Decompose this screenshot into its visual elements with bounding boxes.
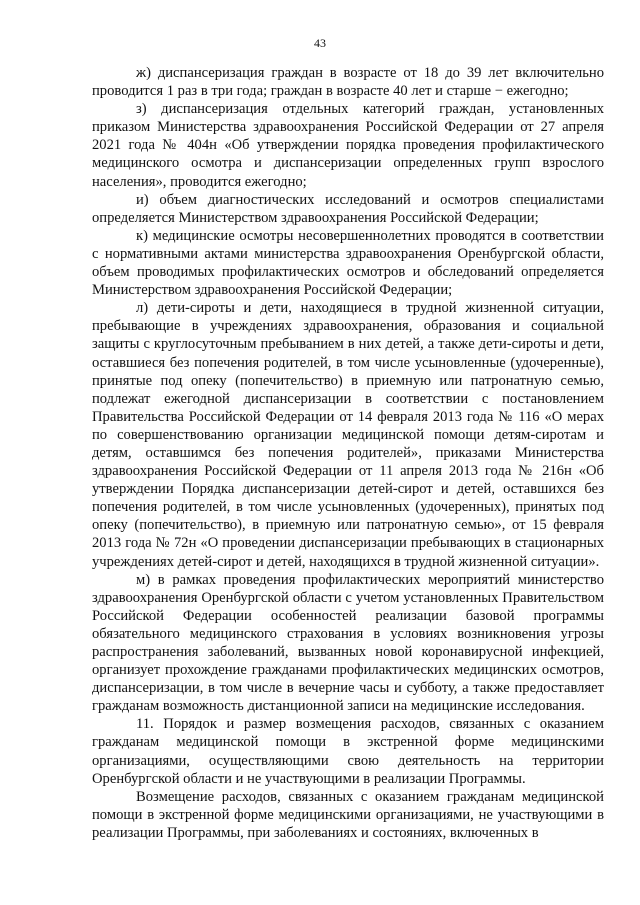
page-number: 43: [314, 36, 326, 50]
section-11-heading-paragraph: 11. Порядок и размер возмещения расходов, связанных с оказанием гражданам медицинской помощи в экстренной форме медицинскими организациями, осуществляющими свою деятельность на территории Оренбургской области и не участвующими в реализации Программы.: [92, 716, 604, 787]
paragraph-reimbursement: Возмещение расходов, связанных с оказанием гражданам медицинской помощи в экстренной форме медицинскими организациями, не участвующими в реализации Программы, при заболеваниях и состояниях, включенных в: [92, 788, 604, 841]
paragraph-zh: ж) диспансеризация граждан в возрасте от 18 до 39 лет включительно проводится 1 раз в три года; граждан в возрасте 40 лет и старше − ежегодно;: [92, 65, 604, 100]
paragraph-m: м) в рамках проведения профилактических мероприятий министерство здравоохранения Оренбургской области с учетом установленных Правительством Российской Федерации особенностей реализации базовой программы обязательного медицинского страхования в условиях возникновения угрозы распространения заболеваний, вызванных новой коронавирусной инфекцией, организует прохождение гражданами профилактических медицинских осмотров, диспансеризации, в том числе в вечерние часы и субботу, а также предоставляет гражданам возможность дистанционной записи на медицинские исследования.: [92, 571, 604, 715]
paragraph-l: л) дети-сироты и дети, находящиеся в трудной жизненной ситуации, пребывающие в учреждениях здравоохранения, образования и социальной защиты с круглосуточным пребыванием в них детей, а также дети-сироты и дети, оставшиеся без попечения родителей, в том числе усыновленные (удочеренные), принятые под опеку (попечительство) в приемную или патронатную семью, подлежат ежегодной диспансеризации в соответствии с постановлением Правительства Российской Федерации от 14 февраля 2013 года № 116 «О мерах по совершенствованию организации медицинской помощи детям-сиротам и детям, оставшимся без попечения родителей», приказами Министерства здравоохранения Российской Федерации от 11 апреля 2013 года № 216н «Об утверждении Порядка диспансеризации детей-сирот и детей, оставшихся без попечения родителей, в том числе усыновленных (удочеренных), принятых под опеку (попечительство), в приемную или патронатную семью», от 15 февраля 2013 года № 72н «О проведении диспансеризации пребывающих в стационарных учреждениях детей-сирот и детей, находящихся в трудной жизненной ситуации».: [92, 300, 604, 570]
paragraph-i: и) объем диагностических исследований и осмотров специалистами определяется Министерством здравоохранения Российской Федерации;: [92, 191, 604, 226]
document-body: [92, 64, 604, 842]
paragraph-z: з) диспансеризация отдельных категорий граждан, установленных приказом Министерства здравоохранения Российской Федерации от 27 апреля 2021 года № 404н «Об утверждении порядка проведения профилактического медицинского осмотра и диспансеризации определенных групп взрослого населения», проводится ежегодно;: [92, 101, 604, 190]
paragraph-k: к) медицинские осмотры несовершеннолетних проводятся в соответствии с нормативными актами министерства здравоохранения Оренбургской области, объем проводимых профилактических осмотров и обследований определяется Министерством здравоохранения Российской Федерации;: [92, 227, 604, 299]
